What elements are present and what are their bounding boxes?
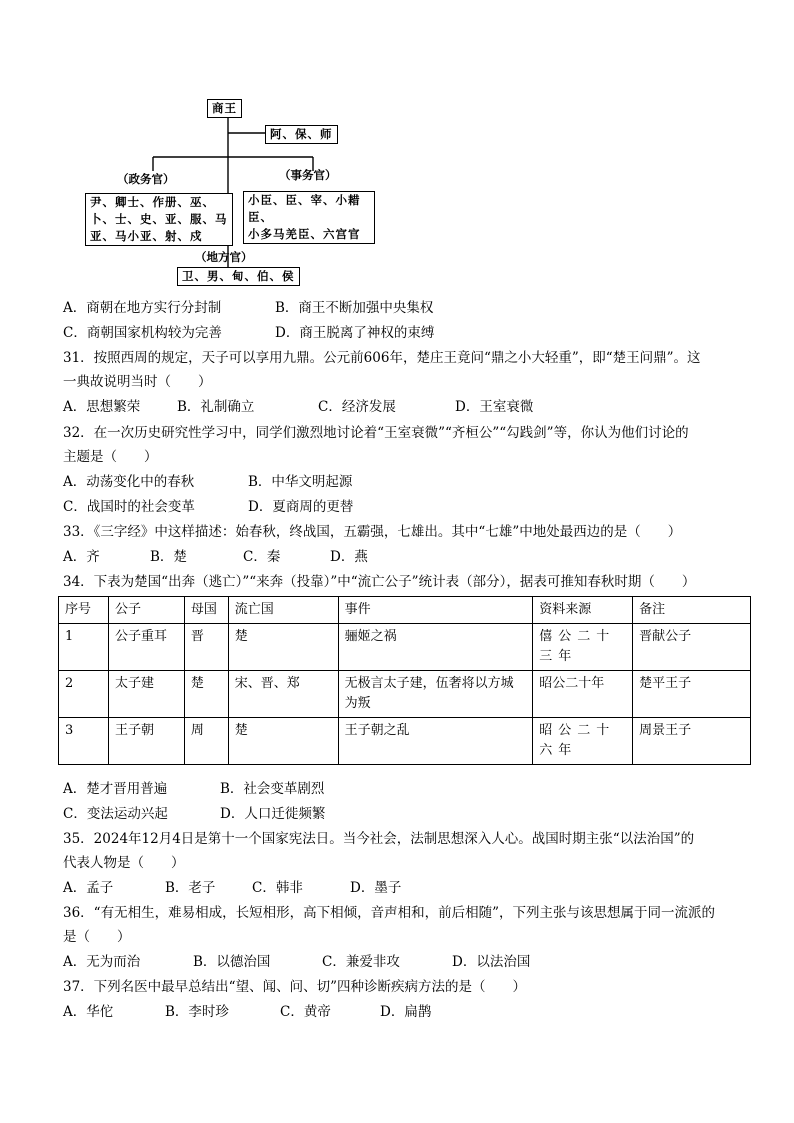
q31-option-a[interactable]: A．思想繁荣 bbox=[63, 399, 141, 415]
q37-stem-line1: 37．下列名医中最早总结出“望、闻、问、切”四种诊断疾病方法的是（ ） bbox=[63, 979, 526, 995]
table-cell: 周景王子 bbox=[633, 718, 751, 765]
q34-option-b[interactable]: B．社会变革剧烈 bbox=[220, 781, 325, 797]
q31-stem-line2: 一典故说明当时（ ） bbox=[63, 374, 212, 390]
q33-option-b[interactable]: B．楚 bbox=[150, 549, 187, 565]
q32-option-c[interactable]: C．战国时的社会变革 bbox=[63, 499, 195, 515]
table-cell: 骊姬之祸 bbox=[338, 624, 533, 671]
table-cell: 无极言太子建，伍奢将以方城为叛 bbox=[338, 671, 533, 718]
table-header-cell: 母国 bbox=[184, 597, 228, 624]
table-header-cell: 流亡国 bbox=[228, 597, 338, 624]
q32-option-a[interactable]: A．动荡变化中的春秋 bbox=[63, 474, 195, 490]
table-cell: 楚平王子 bbox=[633, 671, 751, 718]
table-cell: 楚 bbox=[228, 624, 338, 671]
table-cell: 1 bbox=[59, 624, 109, 671]
affairs-label: （事务官） bbox=[279, 168, 337, 182]
q36-option-b[interactable]: B．以德治国 bbox=[193, 954, 271, 970]
q36-option-a[interactable]: A．无为而治 bbox=[63, 954, 141, 970]
table-row bbox=[59, 718, 751, 765]
q33-stem-line1: 33．《三字经》中这样描述：始春秋，终战国，五霸强，七雄出。其中“七雄”中地处最西边的是（ ） bbox=[63, 524, 682, 540]
q33-option-a[interactable]: A．齐 bbox=[63, 549, 100, 565]
q31-stem-line1: 31．按照西周的规定，天子可以享用九鼎。公元前606年，楚庄王竟问“鼎之小大轻重”，即“楚王问鼎”。这 bbox=[63, 350, 701, 366]
q35-stem-line2: 代表人物是（ ） bbox=[63, 855, 185, 871]
table-header-cell: 序号 bbox=[59, 597, 109, 624]
q36-option-d[interactable]: D．以法治国 bbox=[452, 954, 531, 970]
admin-officials-box: 尹、卿士、作册、巫、 卜、士、史、亚、服、马 亚、马小亚、射、戍 bbox=[85, 193, 233, 246]
table-cell: 王子朝之乱 bbox=[338, 718, 533, 765]
admin-label: （政务官） bbox=[117, 172, 175, 186]
q37-option-a[interactable]: A．华佗 bbox=[63, 1004, 114, 1020]
q31-option-d[interactable]: D．王室衰微 bbox=[455, 399, 534, 415]
table-cell: 昭公二十年 bbox=[533, 671, 633, 718]
table-cell: 3 bbox=[59, 718, 109, 765]
q34-option-a[interactable]: A．楚才晋用普遍 bbox=[63, 781, 168, 797]
table-row bbox=[59, 671, 751, 718]
table-header-cell: 资料来源 bbox=[533, 597, 633, 624]
q35-option-c[interactable]: C．韩非 bbox=[252, 880, 303, 896]
table-cell: 太子建 bbox=[108, 671, 184, 718]
shang-official-diagram bbox=[85, 95, 375, 290]
q33-option-d[interactable]: D．燕 bbox=[330, 549, 368, 565]
q32-option-b[interactable]: B．中华文明起源 bbox=[248, 474, 353, 490]
table-cell: 楚 bbox=[228, 718, 338, 765]
q31-option-c[interactable]: C．经济发展 bbox=[318, 399, 396, 415]
q30-option-b[interactable]: B．商王不断加强中央集权 bbox=[275, 300, 434, 316]
q36-stem-line1: 36．“有无相生，难易相成，长短相形，高下相倾，音声相和，前后相随”，下列主张与该思想属于同一流派的 bbox=[63, 905, 715, 921]
table-cell: 公子重耳 bbox=[108, 624, 184, 671]
king-box: 商王 bbox=[207, 99, 242, 118]
q30-option-a[interactable]: A．商朝在地方实行分封制 bbox=[63, 300, 222, 316]
local-officials-box: 卫、男、甸、伯、侯 bbox=[177, 267, 300, 286]
q31-option-b[interactable]: B．礼制确立 bbox=[177, 399, 255, 415]
q37-option-d[interactable]: D．扁鹊 bbox=[380, 1004, 432, 1020]
table-cell: 2 bbox=[59, 671, 109, 718]
table-cell: 晋献公子 bbox=[633, 624, 751, 671]
table-cell: 宋、晋、郑 bbox=[228, 671, 338, 718]
q36-option-c[interactable]: C．兼爱非攻 bbox=[322, 954, 400, 970]
q32-option-d[interactable]: D．夏商周的更替 bbox=[248, 499, 354, 515]
affairs-officials-box: 小臣、臣、宰、小耤臣、 小多马羌臣、六宫官 bbox=[243, 191, 375, 244]
q32-stem-line1: 32．在一次历史研究性学习中，同学们激烈地讨论着“王室衰微”“齐桓公”“勾践剑”等，你认为他们讨论的 bbox=[63, 425, 689, 441]
table-cell: 楚 bbox=[184, 671, 228, 718]
q35-option-d[interactable]: D．墨子 bbox=[350, 880, 402, 896]
table-cell: 昭公二十六年 bbox=[533, 718, 633, 765]
q35-stem-line1: 35．2024年12月4日是第十一个国家宪法日。当今社会，法制思想深入人心。战国时期主张“以法治国”的 bbox=[63, 831, 695, 847]
q37-option-c[interactable]: C．黄帝 bbox=[280, 1004, 331, 1020]
table-cell: 王子朝 bbox=[108, 718, 184, 765]
q36-stem-line2: 是（ ） bbox=[63, 929, 131, 945]
q34-option-c[interactable]: C．变法运动兴起 bbox=[63, 806, 168, 822]
table-header-row bbox=[59, 597, 751, 624]
table-cell: 僖公二十三年 bbox=[533, 624, 633, 671]
advisors-box: 阿、保、师 bbox=[265, 125, 338, 144]
q35-option-b[interactable]: B．老子 bbox=[165, 880, 216, 896]
q34-exile-table bbox=[58, 596, 751, 765]
q30-option-c[interactable]: C．商朝国家机构较为完善 bbox=[63, 325, 222, 341]
q34-option-d[interactable]: D．人口迁徙频繁 bbox=[220, 806, 326, 822]
table-row bbox=[59, 624, 751, 671]
q35-option-a[interactable]: A．孟子 bbox=[63, 880, 114, 896]
q37-option-b[interactable]: B．李时珍 bbox=[165, 1004, 229, 1020]
table-cell: 晋 bbox=[184, 624, 228, 671]
q33-option-c[interactable]: C．秦 bbox=[243, 549, 281, 565]
table-header-cell: 备注 bbox=[633, 597, 751, 624]
local-label: （地方官） bbox=[195, 250, 253, 264]
q32-stem-line2: 主题是（ ） bbox=[63, 449, 158, 465]
q34-stem-line1: 34．下表为楚国“出奔（逃亡）”“来奔（投靠）”中“流亡公子”统计表（部分），据表可推知春秋时期（ ） bbox=[63, 574, 696, 590]
q30-option-d[interactable]: D．商王脱离了神权的束缚 bbox=[275, 325, 435, 341]
table-header-cell: 公子 bbox=[108, 597, 184, 624]
table-cell: 周 bbox=[184, 718, 228, 765]
table-header-cell: 事件 bbox=[338, 597, 533, 624]
